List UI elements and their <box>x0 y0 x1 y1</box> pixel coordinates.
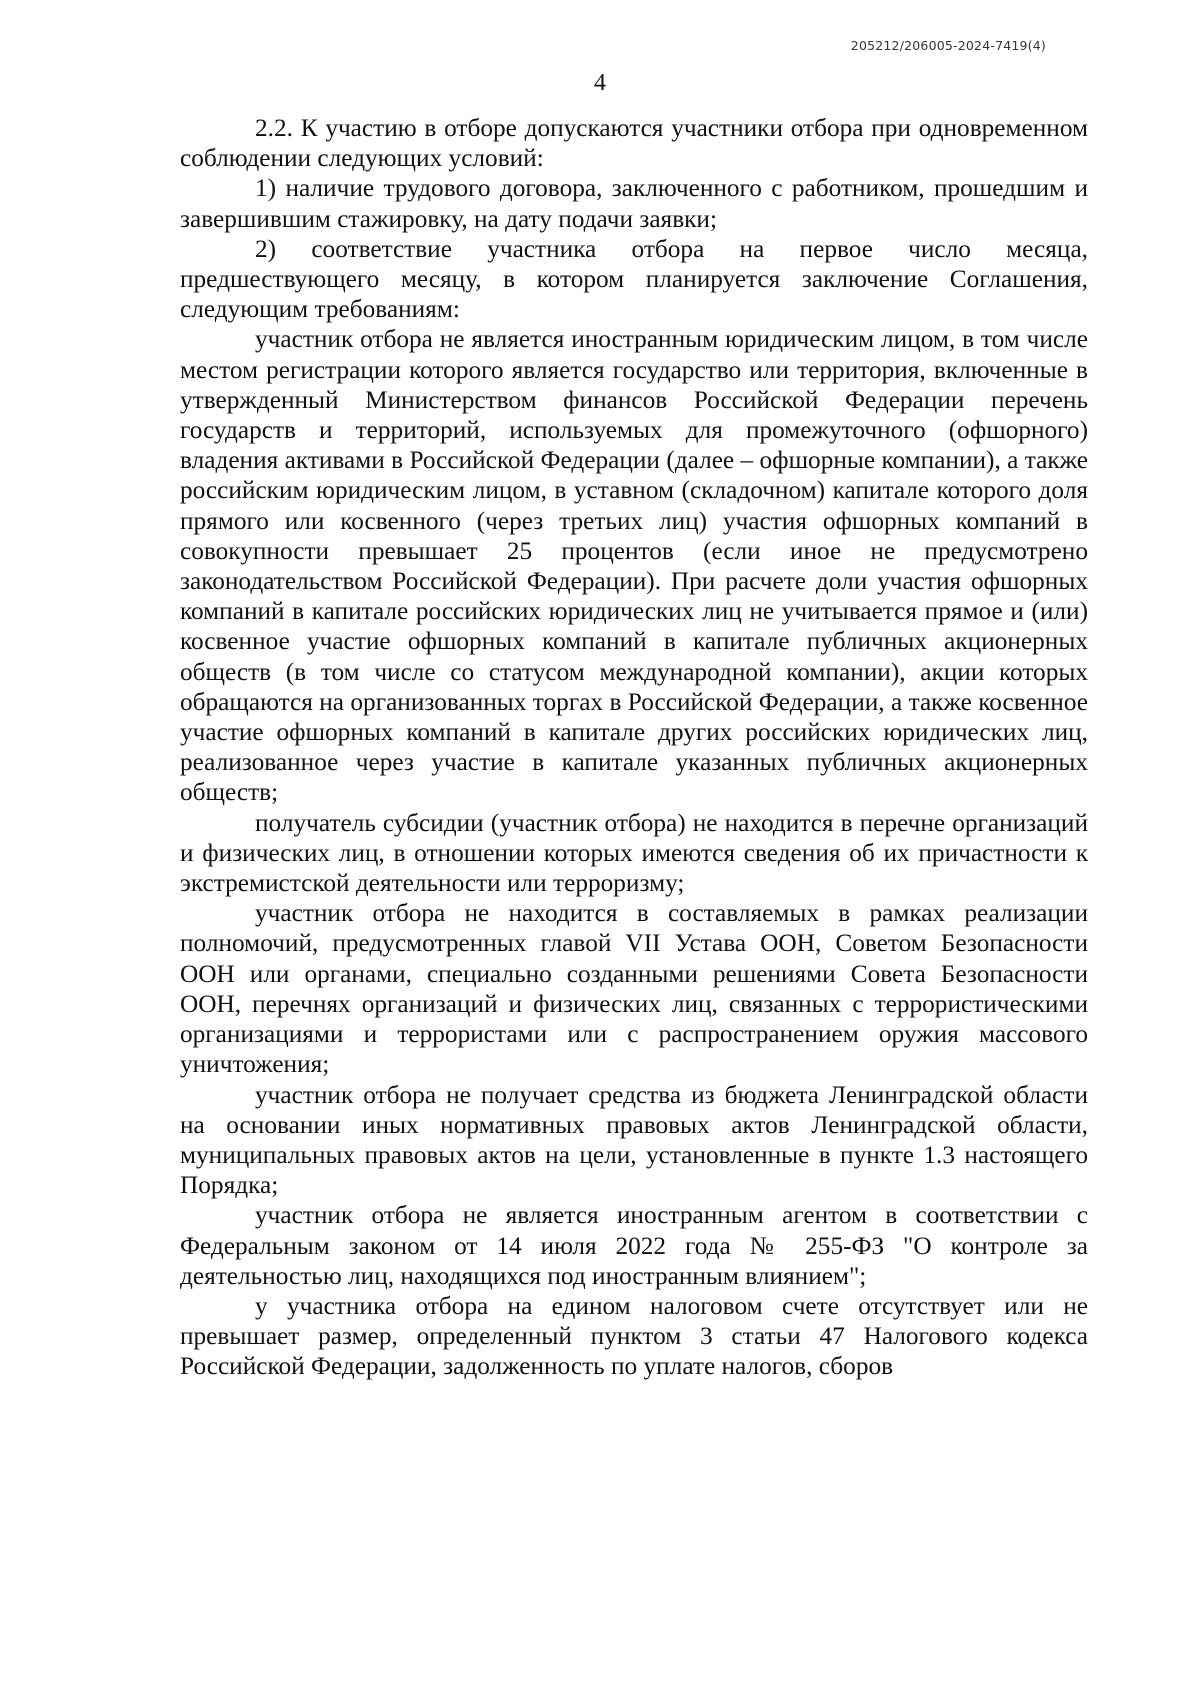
document-body <box>180 113 1088 1382</box>
page-number: 4 <box>594 70 606 96</box>
paragraph-offshore-requirement: участник отбора не является иностранным юридическим лицом, в том числе местом регистрации которого является государство или территория, включенные в утвержденный Министерством финансов Российской Федерации перечень государств и территорий, используемых для промежуточного (офшорного) владения активами в Российской Федерации (далее – офшорные компании), а также российским юридическим лицом, в уставном (складочном) капитале которого доля прямого или косвенного (через третьих лиц) участия офшорных компаний в совокупности превышает 25 процентов (если иное не предусмотрено законодательством Российской Федерации). При расчете доли участия офшорных компаний в капитале российских юридических лиц не учитывается прямое и (или) косвенное участие офшорных компаний в капитале публичных акционерных обществ (в том числе со статусом международной компании), акции которых обращаются на организованных торгах в Российской Федерации, а также косвенное участие офшорных компаний в капитале других российских юридических лиц, реализованное через участие в капитале указанных публичных акционерных обществ; <box>180 325 1088 807</box>
paragraph-budget-requirement: участник отбора не получает средства из бюджета Ленинградской области на основании иных нормативных правовых актов Ленинградской области, муниципальных правовых актов на цели, установленные в пункте 1.3 настоящего Порядка; <box>180 1080 1088 1200</box>
document-id: 205212/206005-2024-7419(4) <box>850 38 1046 53</box>
paragraph-condition-2: 2) соответствие участника отбора на первое число месяца, предшествующего месяцу, в котором планируется заключение Соглашения, следующим требованиям: <box>180 234 1088 324</box>
paragraph-foreign-agent-requirement: участник отбора не является иностранным агентом в соответствии с Федеральным законом от 14 июля 2022 года № 255-ФЗ "О контроле за деятельностью лиц, находящихся под иностранным влиянием"; <box>180 1201 1088 1290</box>
paragraph-condition-1: 1) наличие трудового договора, заключенного с работником, прошедшим и завершившим стажировку, на дату подачи заявки; <box>180 174 1088 233</box>
paragraph-tax-requirement: у участника отбора на едином налоговом счете отсутствует или не превышает размер, определенный пунктом 3 статьи 47 Налогового кодекса Российской Федерации, задолженность по уплате налогов, сборов <box>180 1291 1088 1381</box>
paragraph-extremism-requirement: получатель субсидии (участник отбора) не находится в перечне организаций и физических лиц, в отношении которых имеются сведения об их причастности к экстремистской деятельности или терроризму; <box>180 808 1088 898</box>
paragraph-un-list-requirement: участник отбора не находится в составляемых в рамках реализации полномочий, предусмотренных главой VII Устава ООН, Советом Безопасности ООН или органами, специально созданными решениями Совета Безопасности ООН, перечнях организаций и физических лиц, связанных с террористическими организациями и террористами или с распространением оружия массового уничтожения; <box>180 899 1088 1079</box>
paragraph-2-2: 2.2. К участию в отборе допускаются участники отбора при одновременном соблюдении следующих условий: <box>180 114 1088 173</box>
